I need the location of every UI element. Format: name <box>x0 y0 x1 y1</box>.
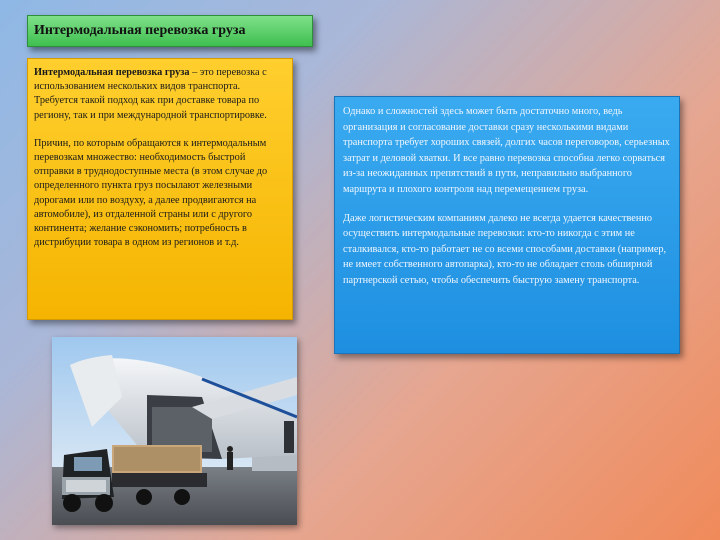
left-text-panel <box>27 58 293 320</box>
left-paragraph-2: Причин, по которым обращаются к интермодальным перевозкам множество: необходимость быстрой отправки в труднодоступные места (в этом случае до определенного пункта груз посылают железными дорогами или по воздуху, а далее продвигаются на автомобиле), из отдаленной страны или с другого континента; желание сэкономить; потребность в дистрибуции товара в одном из регионов и т.д. <box>34 137 268 249</box>
left-paragraph-1-rest: – это перевозка с использованием нескольких видов транспорта. Требуется такой подход как при доставке товара по региону, так и при международной транспортировке. <box>34 67 267 121</box>
page-title: Интермодальная перевозка груза <box>34 23 246 38</box>
right-text-panel <box>334 96 680 354</box>
left-paragraph-1 <box>34 66 284 123</box>
right-paragraph-2: Даже логистическим компаниям далеко не всегда удается качественно осуществить интермодальные перевозки: кто-то никогда с этим не сталкивался, кто-то работает не со всеми способами доставки (например, не имеет собственного автопарка), кто-то не обладает столь обширной партнерской сетью, чтобы обеспечить быструю замену транспорта. <box>343 212 667 286</box>
term-bold: Интермодальная перевозка груза <box>34 67 190 78</box>
cargo-photo <box>52 337 297 525</box>
title-banner <box>27 15 313 47</box>
person <box>227 446 233 470</box>
right-paragraph-1: Однако и сложностей здесь может быть достаточно много, ведь организация и согласование доставки сразу несколькими видами транспорта требует хороших связей, долгих часов переговоров, серьезных затрат и деловой хватки. И все равно перевозка способна легко сорваться из-за неожиданных препятствий в пути, неправильно выбранного маршрута и плохого контроля над перемещением груза. <box>343 106 670 195</box>
